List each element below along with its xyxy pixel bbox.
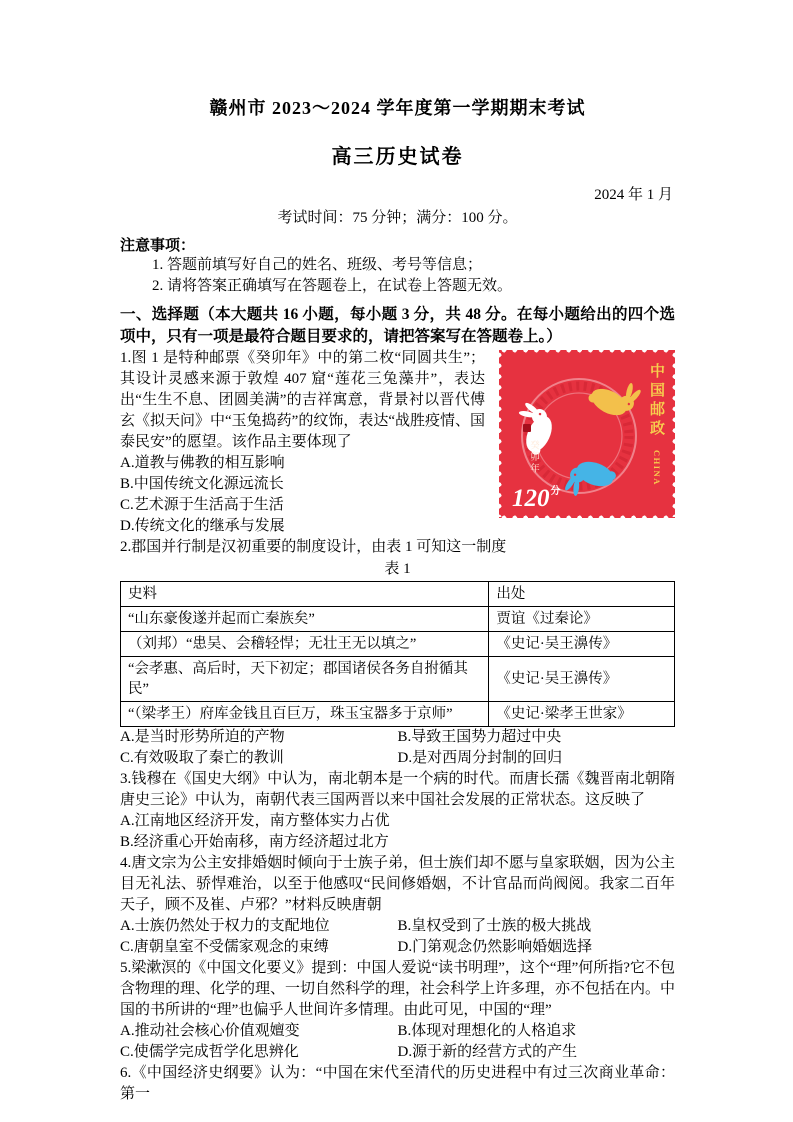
question-1-option-c: C.艺术源于生活高于生活 <box>120 497 284 513</box>
table-cell-source-1: “山东豪俊遂并起而亡秦族矣” <box>121 607 489 632</box>
table-cell-origin-4: 《史记·梁孝王世家》 <box>489 702 675 727</box>
question-5-option-a: A.推动社会核心价值观嬗变 <box>120 1023 300 1039</box>
section-1-heading: 一、选择题（本大题共 16 小题，每小题 3 分，共 48 分。在每小题给出的四个选项中，只有一项是最符合题目要求的，请把答案写在答题卷上。） <box>120 306 675 345</box>
stamp-figure <box>499 350 675 518</box>
stamp-denomination-unit: 分 <box>550 486 561 497</box>
table-1-caption: 表 1 <box>384 561 411 577</box>
table-1 <box>120 581 675 727</box>
seal-icon <box>523 424 531 432</box>
stamp-denomination-value: 120 <box>512 485 550 512</box>
question-4-options-cd <box>120 937 675 958</box>
table-row-4 <box>121 702 675 727</box>
question-2 <box>120 537 675 769</box>
question-3-option-a: A.江南地区经济开发，南方整体实力占优 <box>120 813 390 829</box>
question-2-option-c: C.有效吸取了秦亡的教训 <box>120 750 284 766</box>
question-2-option-d: D.是对西周分封制的回归 <box>397 750 563 766</box>
exam-title: 赣州市 2023～2024 学年度第一学期期末考试 <box>209 98 586 118</box>
question-5-options-ab <box>120 1021 675 1042</box>
question-5-option-c: C.使儒学完成哲学化思辨化 <box>120 1044 299 1060</box>
table-row-1 <box>121 607 675 632</box>
stamp-country-label: CHINA <box>652 450 662 486</box>
question-2-options-cd <box>120 748 675 769</box>
question-4-option-a: A.士族仍然处于权力的支配地位 <box>120 918 330 934</box>
table-row-2 <box>121 632 675 657</box>
note-item-1: 1. 答题前填写好自己的姓名、班级、考号等信息； <box>152 257 483 273</box>
question-2-stem: 2.郡国并行制是汉初重要的制度设计，由表 1 可知这一制度 <box>120 539 507 555</box>
question-5-option-b: B.体现对理想化的人格追求 <box>397 1023 577 1039</box>
question-3-option-b: B.经济重心开始南移，南方经济超过北方 <box>120 834 389 850</box>
question-2-option-a: A.是当时形势所迫的产物 <box>120 729 285 745</box>
stamp-denomination <box>512 486 561 511</box>
exam-subtitle: 高三历史试卷 <box>331 146 464 168</box>
exam-time-score: 考试时间：75 分钟；满分：100 分。 <box>277 210 518 226</box>
table-cell-origin-1: 贾谊《过秦论》 <box>489 607 675 632</box>
exam-date: 2024 年 1 月 <box>594 187 673 203</box>
question-1 <box>120 348 675 537</box>
table-1-header-origin: 出处 <box>489 582 675 607</box>
question-5-stem: 5.梁漱溟的《中国文化要义》提到：中国人爱说“读书明理”，这个“理”何所指?它不包含物理的理、化学的理、一切自然科学的理，社会科学上许多理，亦不包括在内。中国的书所讲的“理”也偏乎人世间许多情理。由此可见，中国的“理” <box>120 960 676 1018</box>
stamp-zodiac-year: 癸卯年 <box>528 440 538 475</box>
table-cell-source-3: “会孝惠、高后时，天下初定；郡国诸侯各务自拊循其民” <box>121 657 489 702</box>
question-4 <box>120 853 675 958</box>
table-row-3 <box>121 657 675 702</box>
question-3 <box>120 769 675 853</box>
table-1-header-row <box>121 582 675 607</box>
question-6 <box>120 1063 675 1105</box>
yellow-rabbit-icon <box>586 368 644 424</box>
stamp-postal-name: 中国邮政 <box>648 363 664 439</box>
question-1-option-b: B.中国传统文化源远流长 <box>120 476 284 492</box>
question-4-option-c: C.唐朝皇室不受儒家观念的束缚 <box>120 939 329 955</box>
question-4-stem: 4.唐文宗为公主安排婚姻时倾向于士族子弟，但士族们却不愿与皇家联姻，因为公主目无礼法、骄悍难治，以至于他感叹“民间修婚姻，不计官品而尚阀阅。我家二百年天子，顾不及崔、卢邪？”材料反映唐朝 <box>120 855 675 913</box>
table-cell-source-2: （刘邦）“患吴、会稽轻悍；无壮王无以填之” <box>121 632 489 657</box>
question-5-option-d: D.源于新的经营方式的产生 <box>397 1044 578 1060</box>
question-2-options-ab <box>120 727 675 748</box>
table-cell-origin-2: 《史记·吴王濞传》 <box>489 632 675 657</box>
question-4-option-d: D.门第观念仍然影响婚姻选择 <box>397 939 593 955</box>
question-6-stem: 6.《中国经济史纲要》认为：“中国在宋代至清代的历史进程中有过三次商业革命：第一 <box>120 1065 675 1102</box>
table-1-header-source: 史料 <box>121 582 489 607</box>
notes-heading: 注意事项： <box>120 238 196 254</box>
table-cell-source-4: “（梁孝王）府库金钱且百巨万，珠玉宝器多于京师” <box>121 702 489 727</box>
note-item-2: 2. 请将答案正确填写在答题卷上，在试卷上答题无效。 <box>152 278 513 294</box>
question-4-options-ab <box>120 916 675 937</box>
question-5-options-cd <box>120 1042 675 1063</box>
question-1-stem: 1.图 1 是特种邮票《癸卯年》中的第二枚“同圆共生”；其设计灵感来源于敦煌 407 窟“莲花三兔藻井”，表达出“生生不息、团圆美满”的吉祥寓意，背景衬以晋代傅玄《拟天问》中“玉兔捣药”的纹饰，表达“战胜疫情、国泰民安”的愿望。该作品主要体现了 <box>120 350 485 450</box>
question-3-stem: 3.钱穆在《国史大纲》中认为，南北朝本是一个病的时代。而唐长孺《魏晋南北朝隋唐史三论》中认为，南朝代表三国两晋以来中国社会发展的正常状态。这反映了 <box>120 771 675 808</box>
question-5 <box>120 958 675 1063</box>
question-4-option-b: B.皇权受到了士族的极大挑战 <box>397 918 592 934</box>
notes-section <box>120 234 675 297</box>
question-2-option-b: B.导致王国势力超过中央 <box>397 729 562 745</box>
table-cell-origin-3: 《史记·吴王濞传》 <box>489 657 675 702</box>
question-1-option-d: D.传统文化的继承与发展 <box>120 518 285 534</box>
blue-rabbit-icon <box>562 455 618 507</box>
question-1-option-a: A.道教与佛教的相互影响 <box>120 455 285 471</box>
